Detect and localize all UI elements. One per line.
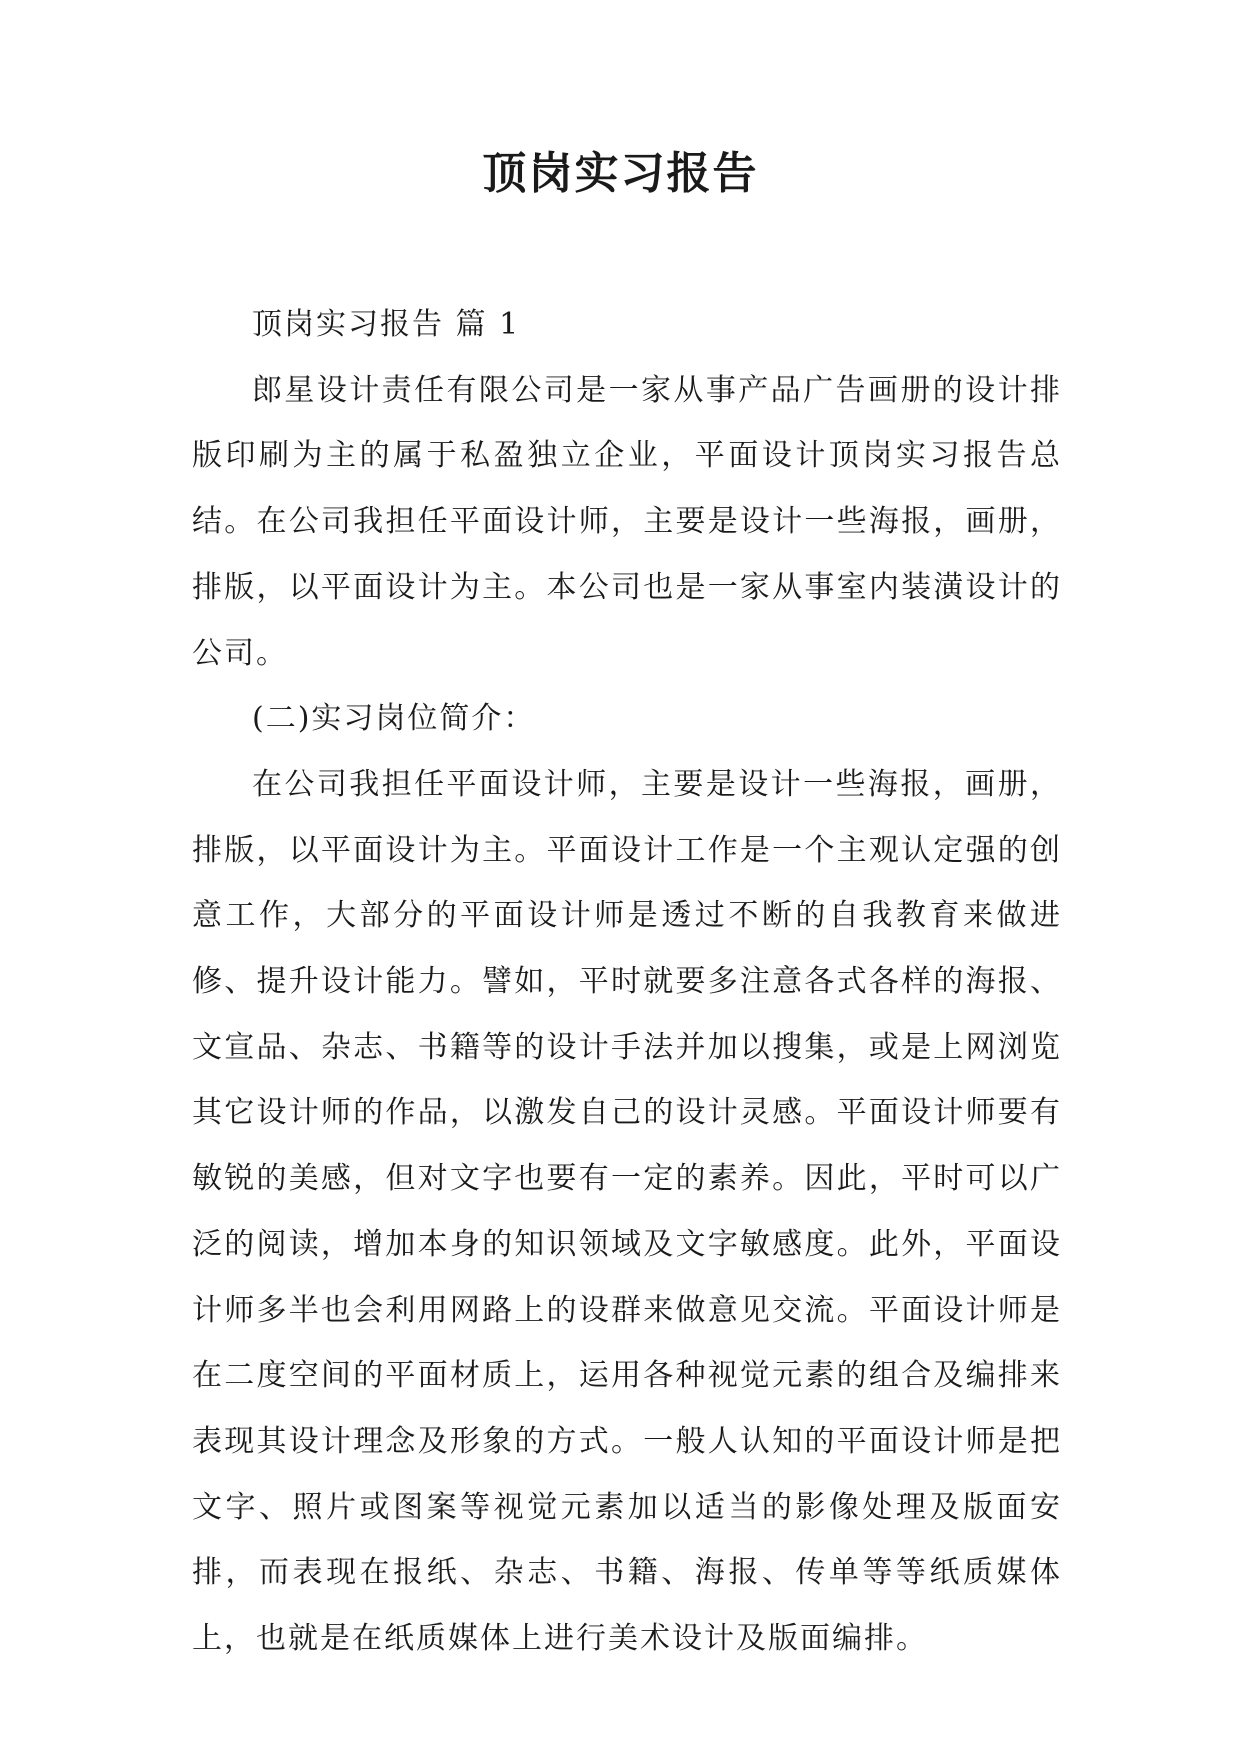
subsection-heading: (二)实习岗位简介： <box>252 701 536 737</box>
paragraph-company-intro: 郎星设计责任有限公司是一家从事产品广告画册的设计排版印刷为主的属于私盈独立企业，平面设计顶岗实习报告总结。在公司我担任平面设计师，主要是设计一些海报，画册，排版，以平面设计为主。本公司也是一家从事室内装潢设计的公司。 <box>192 372 1062 671</box>
section-heading: 顶岗实习报告 篇 1 <box>252 307 521 342</box>
page-title: 顶岗实习报告 <box>482 148 759 199</box>
paragraph-position-intro: 在公司我担任平面设计师，主要是设计一些海报，画册，排版，以平面设计为主。平面设计工作是一个主观认定强的创意工作，大部分的平面设计师是透过不断的自我教育来做进修、提升设计能力。譬如，平时就要多注意各式各样的海报、文宣品、杂志、书籍等的设计手法并加以搜集，或是上网浏览其它设计师的作品，以激发自己的设计灵感。平面设计师要有敏锐的美感，但对文字也要有一定的素养。因此，平时可以广泛的阅读，增加本身的知识领域及文字敏感度。此外，平面设计师多半也会利用网路上的设群来做意见交流。平面设计师是在二度空间的平面材质上，运用各种视觉元素的组合及编排来表现其设计理念及形象的方式。一般人认知的平面设计师是把文字、照片或图案等视觉元素加以适当的影像处理及版面安排，而表现在报纸、杂志、书籍、海报、传单等等纸质媒体上，也就是在纸质媒体上进行美术设计及版面编排。 <box>192 766 1062 1657</box>
body-text <box>192 292 1062 1672</box>
